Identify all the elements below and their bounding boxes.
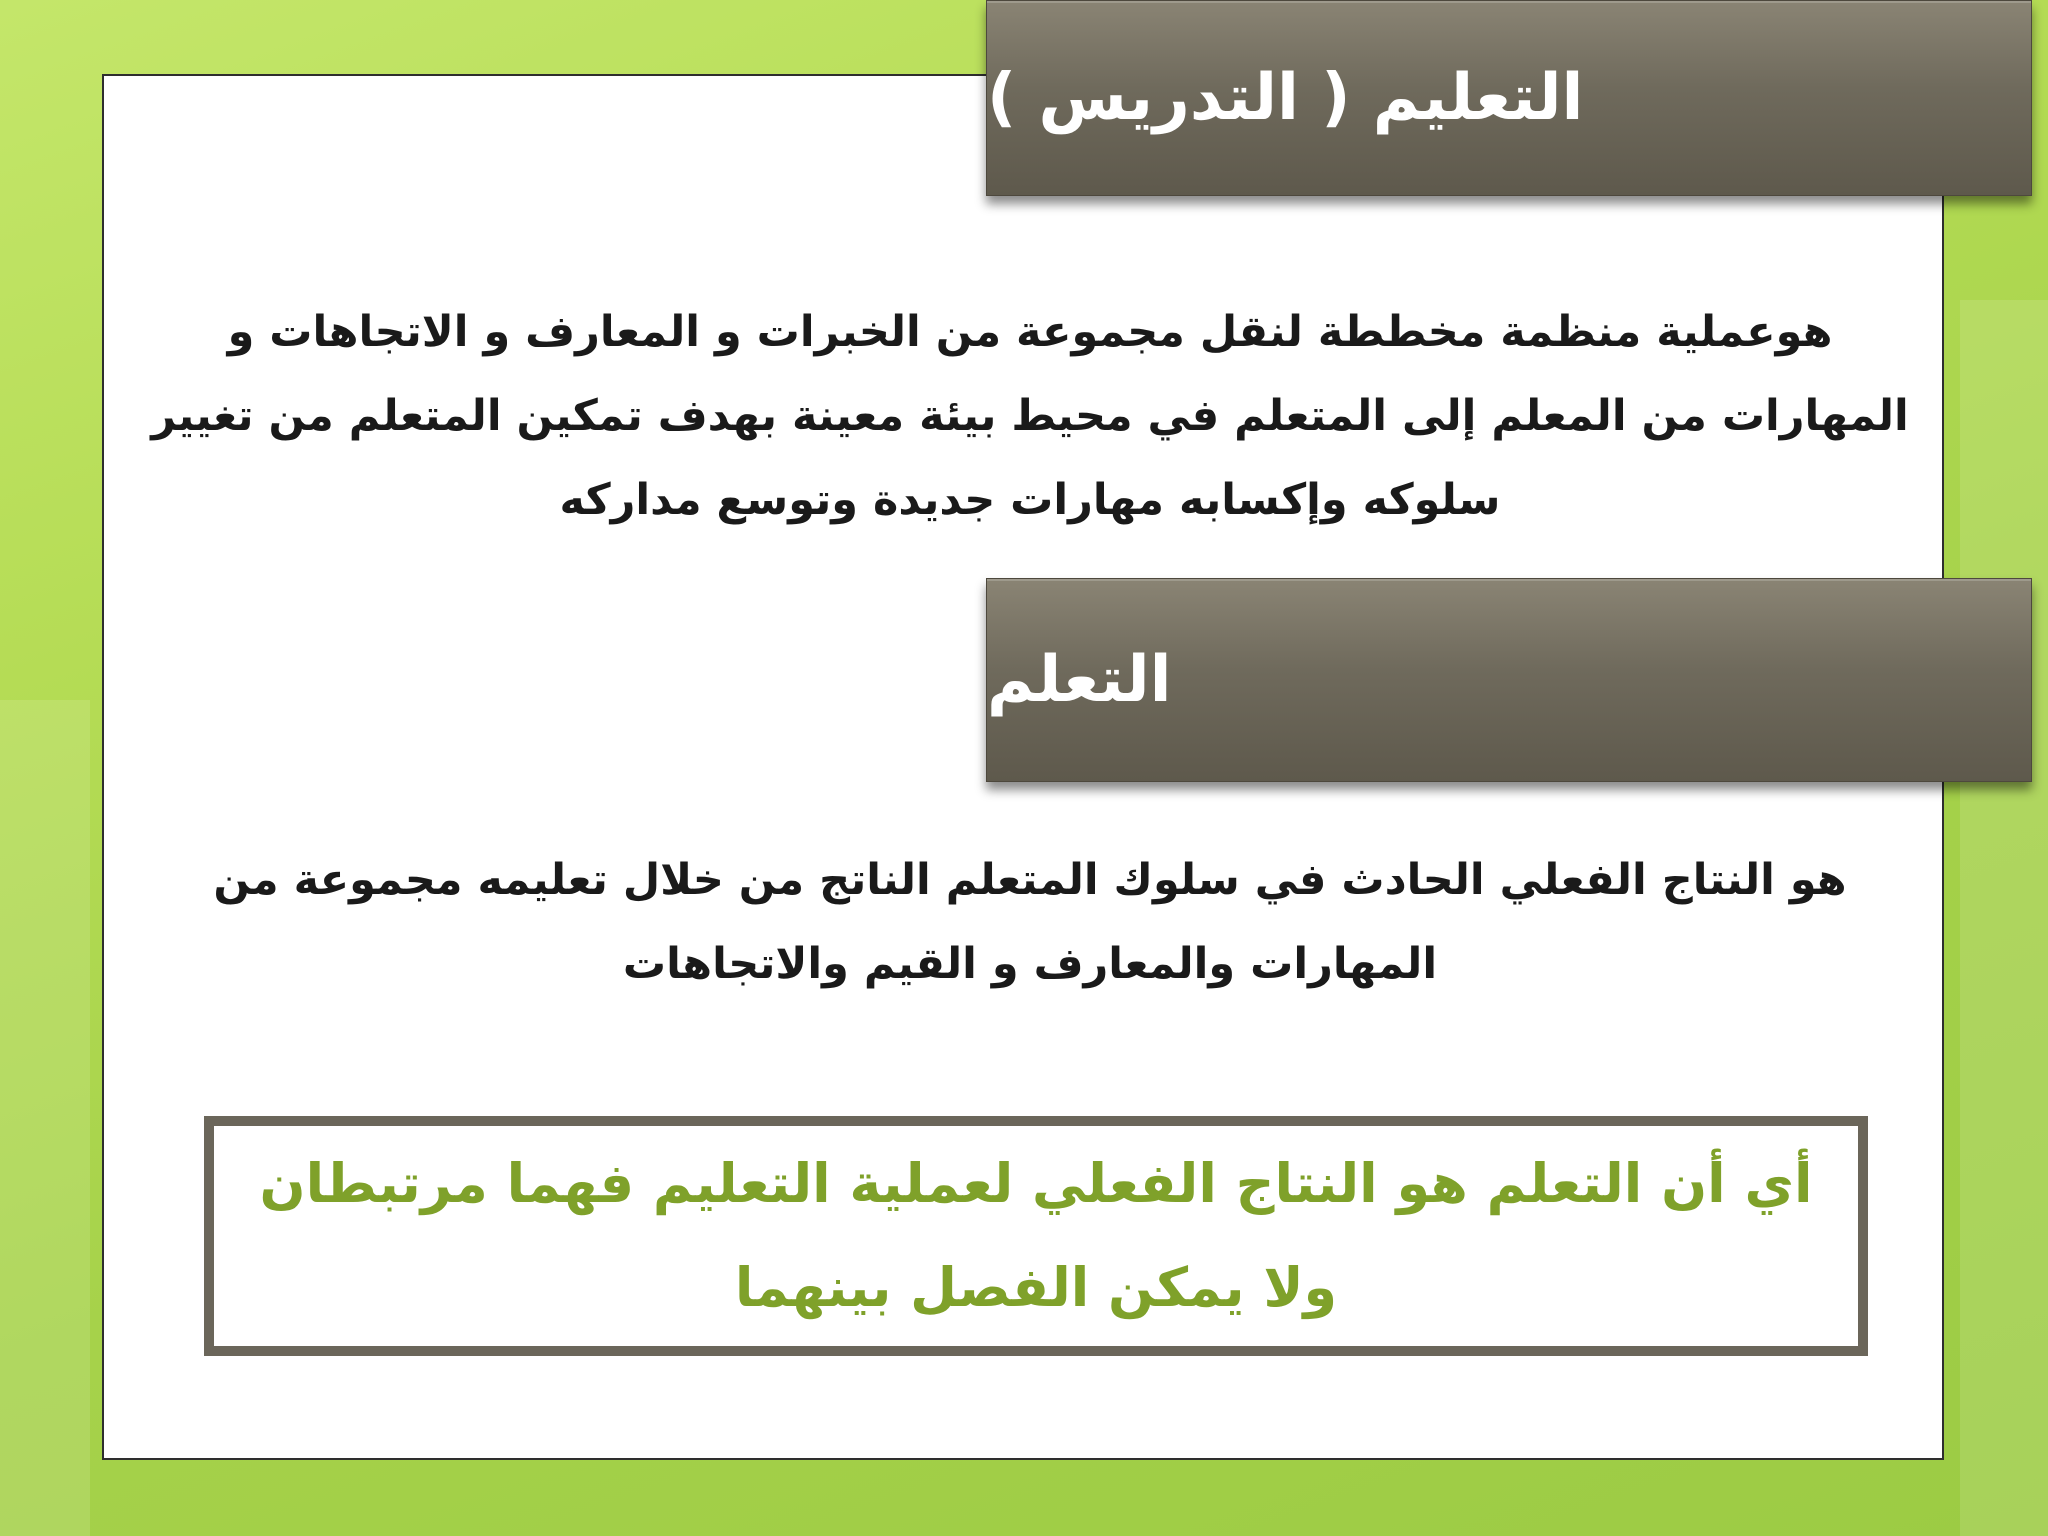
section-title-teaching [986,0,2032,196]
background-decoration [0,700,90,1536]
summary-box [204,1116,1868,1356]
learning-definition-paragraph: هو النتاج الفعلي الحادث في سلوك المتعلم الناتج من خلال تعليمه مجموعة من المهارات والمعارف و القيم والاتجاهات [213,855,1847,989]
section-title-teaching-text: التعليم ( التدريس ) [987,61,1584,135]
teaching-definition-paragraph: هوعملية منظمة مخططة لنقل مجموعة من الخبرات و المعارف و الاتجاهات و المهارات من المعلم إلى المتعلم في محيط بيئة معينة بهدف تمكين المتعلم من تغيير سلوكه وإكسابه مهارات جديدة وتوسع مداركه [151,307,1909,525]
section-title-learning [986,578,2032,782]
section-title-learning-text: التعلم [987,643,1172,717]
background-decoration [1960,300,2048,1536]
summary-text: أي أن التعلم هو النتاج الفعلي لعملية التعليم فهما مرتبطان ولا يمكن الفصل بينهما [259,1152,1813,1319]
